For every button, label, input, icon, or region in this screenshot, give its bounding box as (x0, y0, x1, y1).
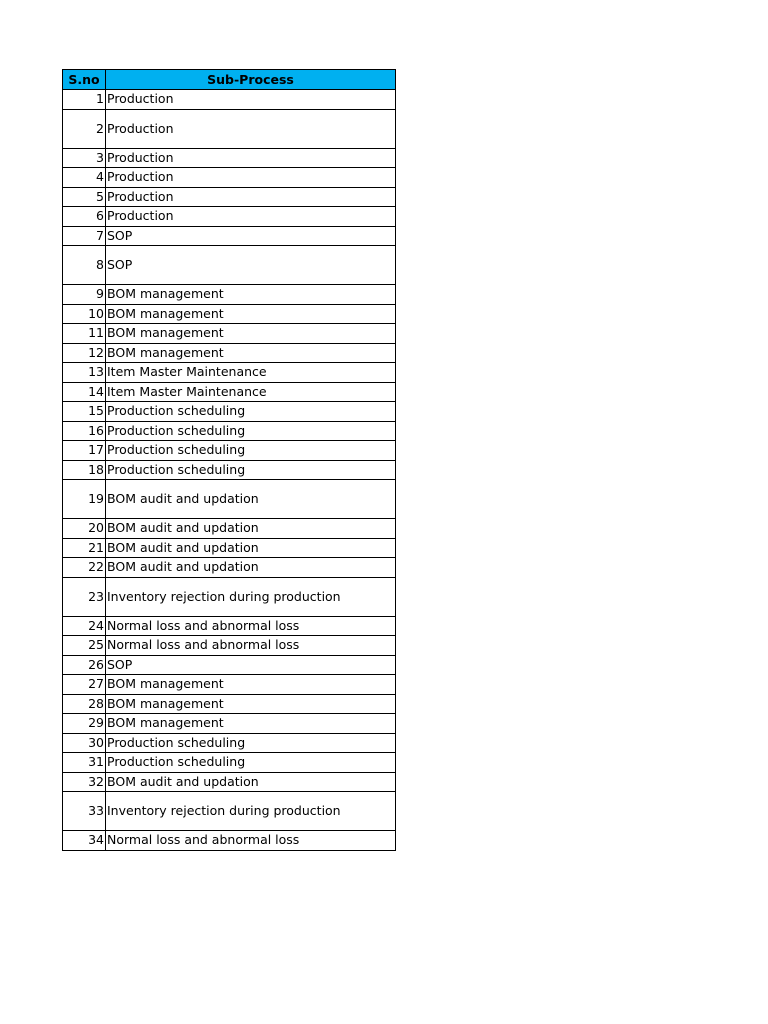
table-row (63, 733, 396, 753)
subprocess-cell[interactable]: Production scheduling (106, 441, 396, 461)
subprocess-cell[interactable]: Production (106, 168, 396, 188)
sno-cell[interactable]: 27 (63, 675, 106, 695)
sno-cell[interactable]: 22 (63, 558, 106, 578)
subprocess-cell[interactable]: Production scheduling (106, 402, 396, 422)
subprocess-cell[interactable]: BOM management (106, 714, 396, 734)
subprocess-cell[interactable]: BOM audit and updation (106, 480, 396, 519)
sno-cell[interactable]: 20 (63, 519, 106, 539)
sno-cell[interactable]: 15 (63, 402, 106, 422)
subprocess-cell[interactable]: BOM management (106, 304, 396, 324)
table-row (63, 460, 396, 480)
subprocess-cell[interactable]: Production (106, 187, 396, 207)
sno-cell[interactable]: 24 (63, 616, 106, 636)
table-row (63, 753, 396, 773)
table-row (63, 304, 396, 324)
sno-cell[interactable]: 9 (63, 285, 106, 305)
table-row (63, 558, 396, 578)
subprocess-cell[interactable]: SOP (106, 226, 396, 246)
sno-cell[interactable]: 33 (63, 792, 106, 831)
table-row (63, 207, 396, 227)
table-row (63, 363, 396, 383)
subprocess-cell[interactable]: Production (106, 207, 396, 227)
sno-cell[interactable]: 17 (63, 441, 106, 461)
sno-cell[interactable]: 12 (63, 343, 106, 363)
table-row (63, 792, 396, 831)
subprocess-cell[interactable]: Production scheduling (106, 460, 396, 480)
table-row (63, 324, 396, 344)
table-row (63, 480, 396, 519)
table-row (63, 772, 396, 792)
table-row (63, 402, 396, 422)
sno-cell[interactable]: 26 (63, 655, 106, 675)
sno-column-header[interactable]: S.no (63, 70, 106, 90)
subprocess-column-header[interactable]: Sub-Process (106, 70, 396, 90)
table-row (63, 168, 396, 188)
table-row (63, 831, 396, 851)
table-row (63, 226, 396, 246)
table-row (63, 441, 396, 461)
table-row (63, 382, 396, 402)
subprocess-cell[interactable]: Production (106, 109, 396, 148)
subprocess-cell[interactable]: BOM management (106, 285, 396, 305)
subprocess-cell[interactable]: Inventory rejection during production (106, 792, 396, 831)
table-row (63, 148, 396, 168)
table-body (63, 90, 396, 851)
subprocess-cell[interactable]: BOM audit and updation (106, 538, 396, 558)
table-row (63, 187, 396, 207)
table-row (63, 343, 396, 363)
subprocess-cell[interactable]: BOM management (106, 675, 396, 695)
sno-cell[interactable]: 13 (63, 363, 106, 383)
sno-cell[interactable]: 8 (63, 246, 106, 285)
table-row (63, 246, 396, 285)
sno-cell[interactable]: 4 (63, 168, 106, 188)
sno-cell[interactable]: 25 (63, 636, 106, 656)
table-row (63, 655, 396, 675)
table-row (63, 636, 396, 656)
sno-cell[interactable]: 32 (63, 772, 106, 792)
subprocess-cell[interactable]: BOM management (106, 324, 396, 344)
subprocess-cell[interactable]: BOM audit and updation (106, 519, 396, 539)
subprocess-cell[interactable]: Item Master Maintenance (106, 382, 396, 402)
subprocess-cell[interactable]: Item Master Maintenance (106, 363, 396, 383)
header-row (63, 70, 396, 90)
subprocess-cell[interactable]: SOP (106, 655, 396, 675)
subprocess-cell[interactable]: BOM audit and updation (106, 772, 396, 792)
sno-cell[interactable]: 34 (63, 831, 106, 851)
subprocess-cell[interactable]: BOM management (106, 343, 396, 363)
subprocess-cell[interactable]: Normal loss and abnormal loss (106, 636, 396, 656)
subprocess-cell[interactable]: BOM audit and updation (106, 558, 396, 578)
sno-cell[interactable]: 11 (63, 324, 106, 344)
table-row (63, 577, 396, 616)
sno-cell[interactable]: 14 (63, 382, 106, 402)
sno-cell[interactable]: 16 (63, 421, 106, 441)
sno-cell[interactable]: 3 (63, 148, 106, 168)
sno-cell[interactable]: 6 (63, 207, 106, 227)
table-row (63, 109, 396, 148)
table-row (63, 538, 396, 558)
subprocess-cell[interactable]: Production (106, 90, 396, 110)
subprocess-cell[interactable]: Production scheduling (106, 733, 396, 753)
sno-cell[interactable]: 5 (63, 187, 106, 207)
table-row (63, 90, 396, 110)
subprocess-cell[interactable]: Normal loss and abnormal loss (106, 831, 396, 851)
table-row (63, 675, 396, 695)
subprocess-cell[interactable]: Inventory rejection during production (106, 577, 396, 616)
sno-cell[interactable]: 1 (63, 90, 106, 110)
subprocess-cell[interactable]: Production (106, 148, 396, 168)
table-row (63, 285, 396, 305)
sno-cell[interactable]: 28 (63, 694, 106, 714)
table-row (63, 616, 396, 636)
sno-cell[interactable]: 19 (63, 480, 106, 519)
table-row (63, 519, 396, 539)
sno-cell[interactable]: 29 (63, 714, 106, 734)
subprocess-cell[interactable]: SOP (106, 246, 396, 285)
sno-cell[interactable]: 23 (63, 577, 106, 616)
subprocess-cell[interactable]: BOM management (106, 694, 396, 714)
table-row (63, 694, 396, 714)
sno-cell[interactable]: 7 (63, 226, 106, 246)
sno-cell[interactable]: 10 (63, 304, 106, 324)
sno-cell[interactable]: 18 (63, 460, 106, 480)
subprocess-table (62, 69, 396, 851)
sno-cell[interactable]: 2 (63, 109, 106, 148)
sno-cell[interactable]: 31 (63, 753, 106, 773)
subprocess-cell[interactable]: Normal loss and abnormal loss (106, 616, 396, 636)
sno-cell[interactable]: 21 (63, 538, 106, 558)
subprocess-cell[interactable]: Production scheduling (106, 421, 396, 441)
sno-cell[interactable]: 30 (63, 733, 106, 753)
table-row (63, 421, 396, 441)
subprocess-cell[interactable]: Production scheduling (106, 753, 396, 773)
table-row (63, 714, 396, 734)
